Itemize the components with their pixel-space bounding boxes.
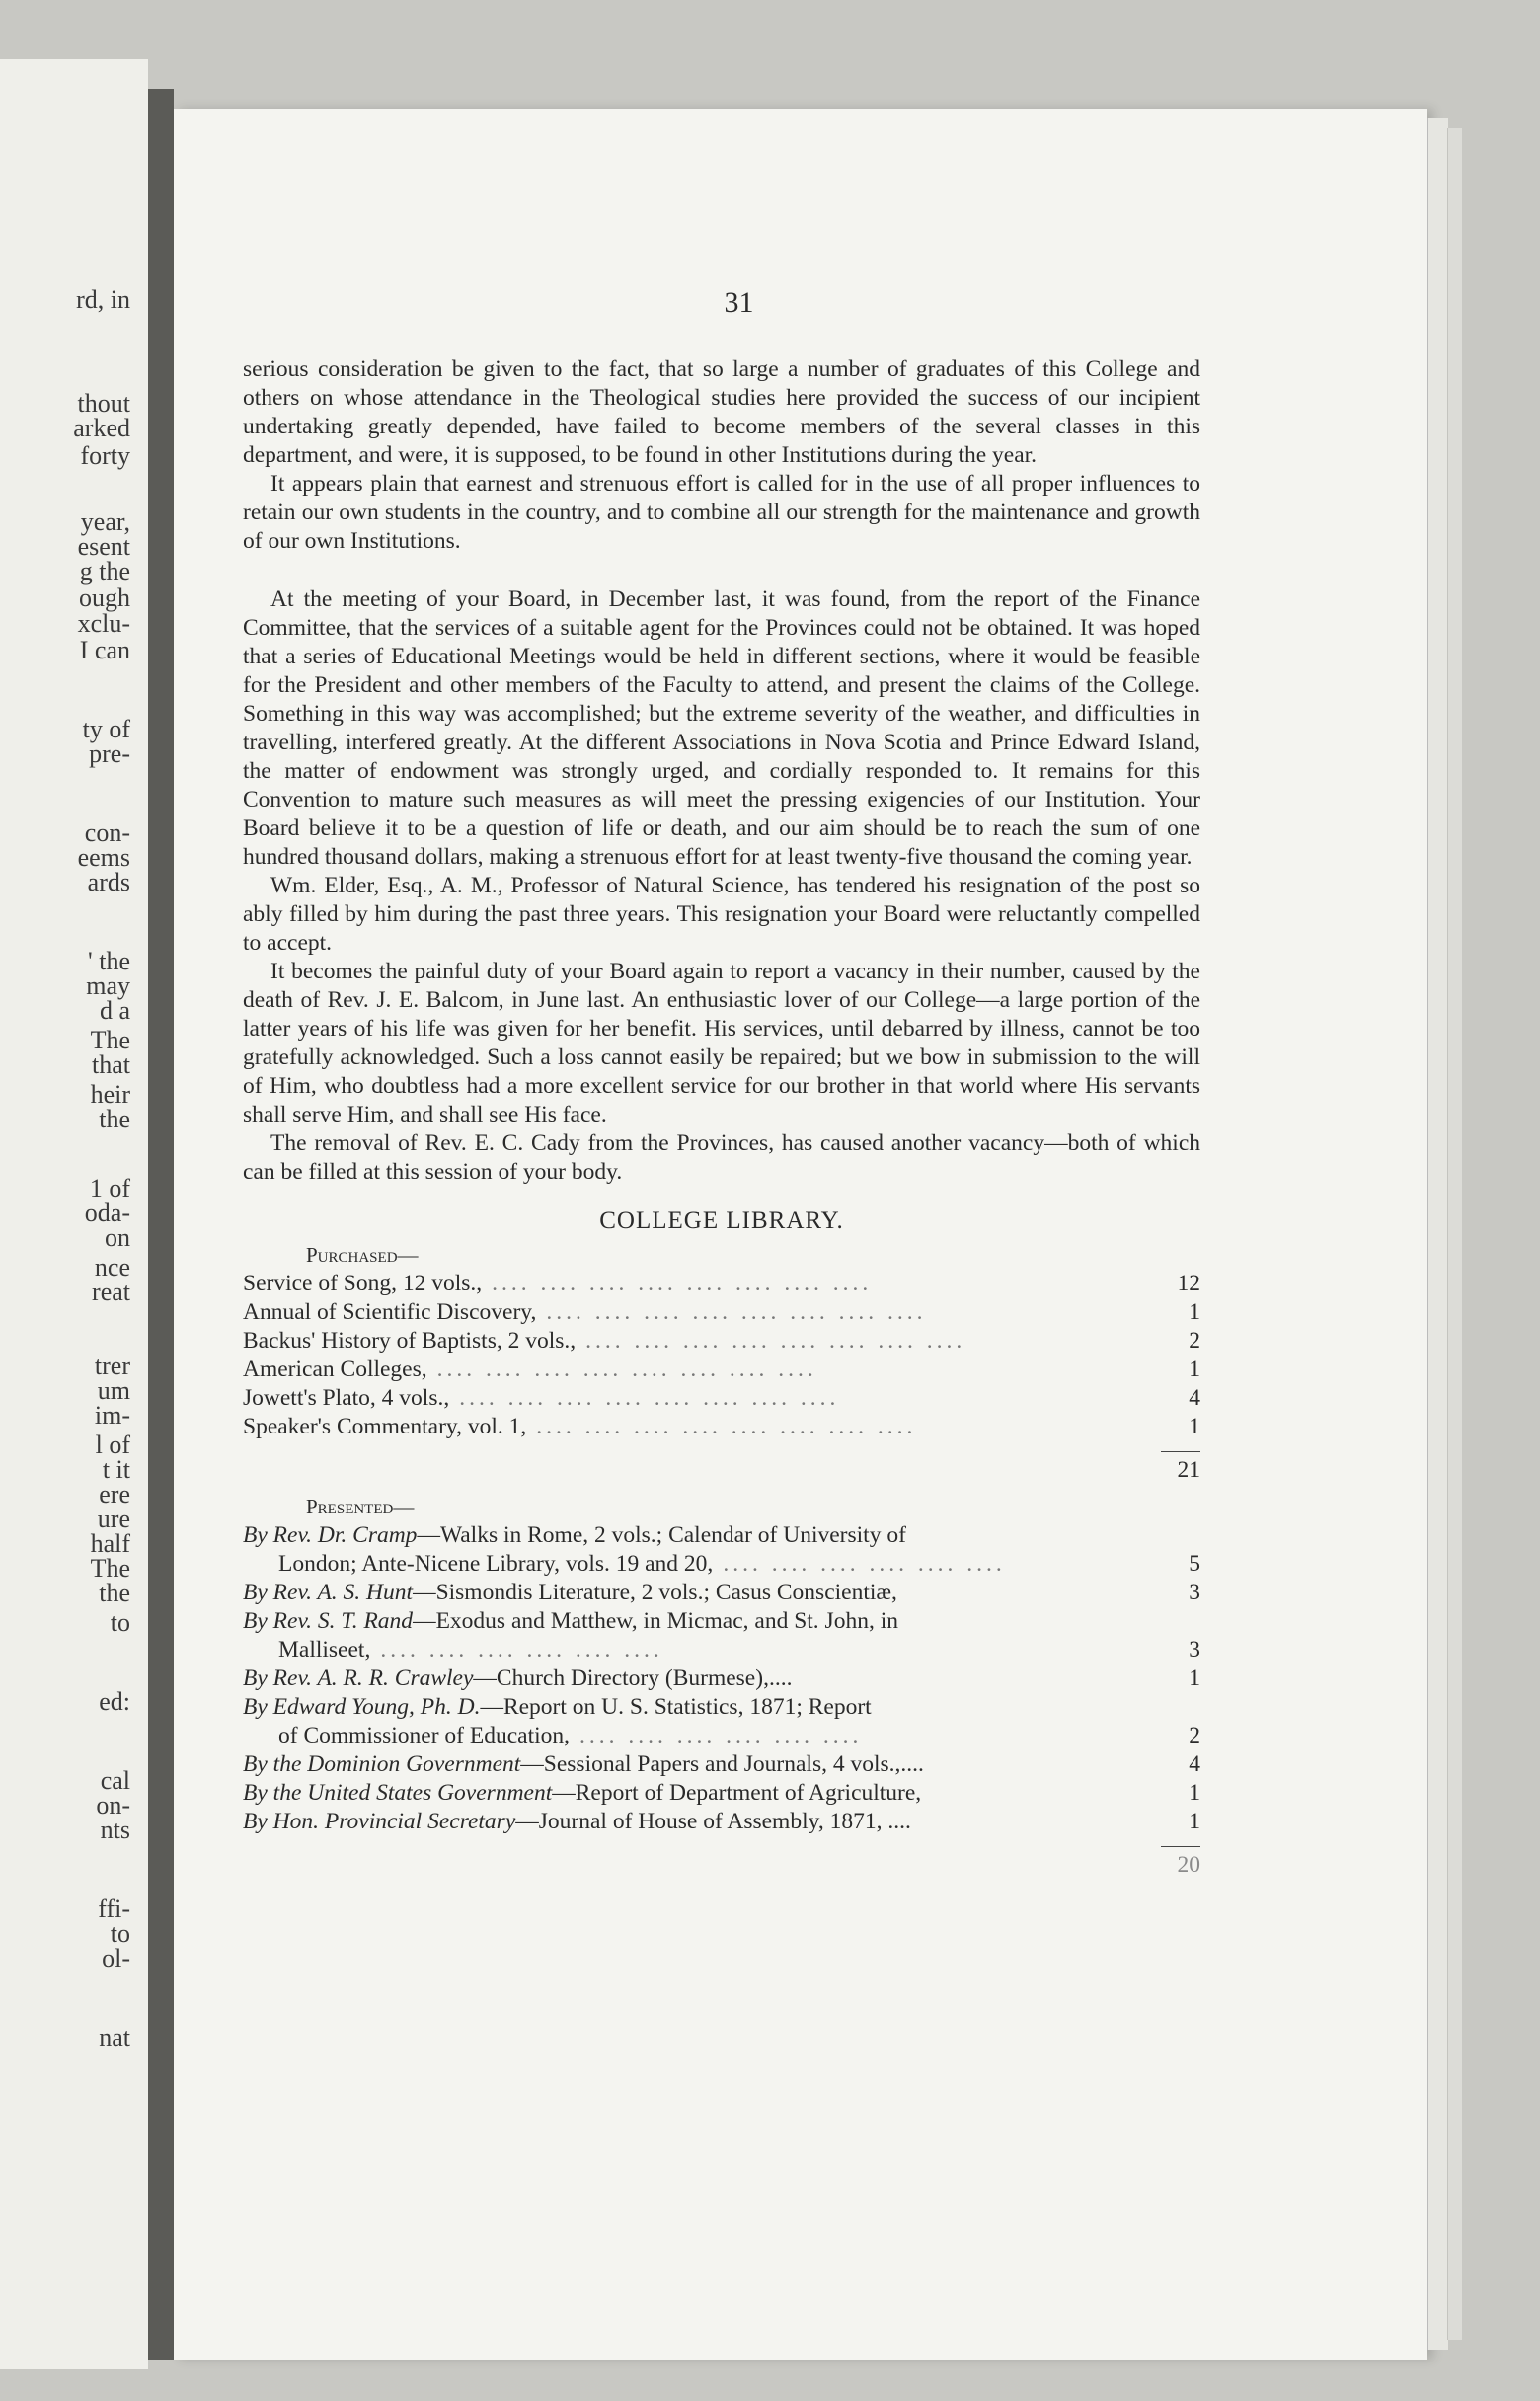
- page-edge: [1447, 128, 1462, 2340]
- facing-page-text: cal: [100, 1766, 130, 1795]
- facing-page-text: ol-: [102, 1944, 130, 1973]
- facing-page-text: I can: [79, 636, 130, 664]
- facing-page-text: The: [90, 1554, 130, 1583]
- facing-page-text: ere: [99, 1480, 130, 1509]
- facing-page-text: d a: [99, 996, 130, 1025]
- item-title: Jowett's Plato, 4 vols.,: [243, 1385, 450, 1411]
- item-count: 2: [1189, 1328, 1200, 1354]
- facing-page-text: trer: [94, 1352, 130, 1380]
- total-rule: [1161, 1451, 1200, 1452]
- presented-total: 20: [1177, 1852, 1200, 1878]
- item-title: Service of Song, 12 vols.,: [243, 1271, 483, 1296]
- item-title: Annual of Scientific Discovery,: [243, 1299, 537, 1325]
- facing-page-text: pre-: [89, 739, 130, 768]
- leader-dots: .... .... .... .... .... .... .... ....: [546, 1299, 927, 1325]
- paragraph: At the meeting of your Board, in December last, it was found, from the report of the Finance Committee, that the services of a suitable agent for the Provinces could not be obtained. It was hoped that a series of Educational Meetings would be held in different sections, where it would be feasible for the President and other members of the Faculty to attend, and present the claims of the College. Something in this way was accomplished; but the extreme severity of the weather, and difficulties in travelling, interfered greatly. At the different Associations in Nova Scotia and Prince Edward Island, the matter of endowment was strongly urged, and cordially responded to. It remains for this Convention to mature such measures as will meet the pressing exigencies of our Institution. Your Board believe it to be a question of life or death, and our aim should be to reach the sum of one hundred thousand dollars, making a strenuous effort for at least twenty-five thousand the coming year.: [243, 586, 1200, 870]
- section-heading: COLLEGE LIBRARY.: [599, 1207, 844, 1234]
- item-description: —Report of Department of Agriculture,: [552, 1780, 922, 1806]
- item-title: Backus' History of Baptists, 2 vols.,: [243, 1328, 577, 1354]
- purchased-total: 21: [1177, 1457, 1200, 1483]
- item-description: London; Ante-Nicene Library, vols. 19 and 20,: [278, 1551, 714, 1577]
- facing-page-text: nce: [94, 1253, 130, 1281]
- leader-dots: .... .... .... .... .... ....: [723, 1551, 1006, 1577]
- item-description: —Sismondis Literature, 2 vols.; Casus Conscientiæ,: [413, 1580, 897, 1605]
- item-count: 1: [1189, 1299, 1200, 1325]
- facing-page-text: ty of: [82, 715, 130, 743]
- presented-item: [243, 1607, 1200, 1665]
- facing-page-text: half: [90, 1529, 130, 1558]
- item-description: Malliseet,: [278, 1637, 371, 1663]
- donor: By Rev. A. R. R. Crawley: [243, 1665, 474, 1691]
- leader-dots: .... .... .... .... .... .... .... ....: [585, 1328, 966, 1354]
- page-edge: [1427, 118, 1448, 2350]
- purchased-label: Purchased—: [306, 1243, 419, 1267]
- facing-page-text: on-: [96, 1791, 130, 1820]
- item-count: 1: [1189, 1809, 1200, 1834]
- donor: By Edward Young, Ph. D.: [243, 1694, 481, 1720]
- item-count: 12: [1177, 1271, 1200, 1296]
- facing-page-text: the: [99, 1105, 130, 1133]
- purchased-item: [243, 1298, 1200, 1327]
- facing-page-text: 1 of: [89, 1174, 130, 1202]
- facing-page-text: to: [110, 1608, 130, 1637]
- purchased-item: [243, 1413, 1200, 1441]
- facing-page-text: the: [99, 1579, 130, 1607]
- item-title: American Colleges,: [243, 1356, 427, 1382]
- facing-page-text: to: [110, 1919, 130, 1948]
- facing-page-text: thout: [77, 389, 130, 418]
- item-count: 1: [1189, 1414, 1200, 1439]
- facing-page-text: that: [92, 1050, 130, 1079]
- presented-list: [243, 1521, 1200, 1836]
- presented-item: [243, 1779, 1200, 1808]
- facing-page-text: rd, in: [76, 285, 130, 314]
- facing-page-text: con-: [84, 818, 130, 847]
- paragraph: Wm. Elder, Esq., A. M., Professor of Natural Science, has tendered his resignation of the post so ably filled by him during the past three years. This resignation your Board were reluctantly compelled to accept.: [243, 873, 1200, 956]
- item-count: 2: [1189, 1723, 1200, 1748]
- donor: By Hon. Provincial Secretary: [243, 1809, 516, 1834]
- facing-page-text: ed:: [99, 1687, 130, 1716]
- leader-dots: .... .... .... .... .... ....: [579, 1723, 863, 1748]
- item-description: —Exodus and Matthew, in Micmac, and St. John, in: [413, 1608, 898, 1634]
- facing-page-text: g the: [79, 557, 130, 585]
- facing-page-text: ffi-: [98, 1895, 130, 1923]
- facing-page-text: forty: [80, 441, 130, 470]
- presented-item: [243, 1693, 1200, 1750]
- item-description: —Walks in Rome, 2 vols.; Calendar of University of: [417, 1522, 906, 1548]
- facing-page-text: arked: [73, 414, 130, 442]
- item-count: 5: [1189, 1551, 1200, 1577]
- purchased-item: [243, 1270, 1200, 1298]
- leader-dots: .... .... .... .... .... .... .... ....: [492, 1271, 873, 1296]
- paragraph: The removal of Rev. E. C. Cady from the Provinces, has caused another vacancy—both of which can be filled at this session of your body.: [243, 1130, 1200, 1185]
- facing-page-text: year,: [80, 507, 130, 536]
- facing-page-text: xclu-: [77, 609, 130, 638]
- paragraph: serious consideration be given to the fact, that so large a number of graduates of this College and others on whose attendance in the Theological studies here provided the success of our incipient undertaking greatly depended, have failed to become members of the several classes in this department, and were, it is supposed, to be found in other Institutions during the year.: [243, 356, 1200, 468]
- presented-label: Presented—: [306, 1495, 415, 1518]
- book-gutter: [148, 89, 174, 2360]
- presented-item: [243, 1665, 1200, 1693]
- item-count: 1: [1189, 1356, 1200, 1382]
- facing-page-text: reat: [92, 1278, 130, 1306]
- facing-page-text: on: [105, 1223, 130, 1252]
- leader-dots: .... .... .... .... .... .... .... ....: [436, 1356, 817, 1382]
- facing-page-text: oda-: [84, 1199, 130, 1227]
- facing-page-text: may: [86, 971, 130, 1000]
- donor: By the Dominion Government: [243, 1751, 521, 1777]
- item-count: 4: [1189, 1385, 1200, 1411]
- facing-page-text: ough: [79, 583, 130, 612]
- purchased-item: [243, 1355, 1200, 1384]
- facing-page-text: ' the: [88, 947, 130, 975]
- presented-item: [243, 1579, 1200, 1607]
- item-count: 1: [1189, 1780, 1200, 1806]
- page-body: [243, 355, 1200, 1880]
- facing-page-text: esent: [77, 532, 130, 561]
- item-count: 3: [1189, 1637, 1200, 1663]
- donor: By Rev. S. T. Rand: [243, 1608, 414, 1634]
- item-count: 3: [1189, 1580, 1200, 1605]
- page-number: 31: [724, 286, 754, 319]
- donor: By Rev. Dr. Cramp: [243, 1522, 418, 1548]
- facing-page-text: im-: [94, 1401, 130, 1430]
- presented-item: [243, 1750, 1200, 1779]
- leader-dots: .... .... .... .... .... .... .... ....: [459, 1385, 840, 1411]
- purchased-item: [243, 1327, 1200, 1355]
- leader-dots: .... .... .... .... .... ....: [380, 1637, 663, 1663]
- facing-page-text: nts: [100, 1816, 130, 1844]
- item-description: of Commissioner of Education,: [278, 1723, 571, 1748]
- purchased-item: [243, 1384, 1200, 1413]
- item-description: —Church Directory (Burmese),....: [473, 1665, 793, 1691]
- facing-page-text: The: [90, 1026, 130, 1054]
- item-description: —Sessional Papers and Journals, 4 vols.,....: [520, 1751, 924, 1777]
- paragraph: It becomes the painful duty of your Board again to report a vacancy in their number, caused by the death of Rev. J. E. Balcom, in June last. An enthusiastic lover of our College—a large portion of the latter years of his life was given for her benefit. His services, until debarred by illness, cannot be too gratefully acknowledged. Such a loss cannot easily be repaired; but we bow in submission to the will of Him, who doubtless had a more excellent service for our brother in that world where His servants shall serve Him, and shall see His face.: [243, 959, 1200, 1127]
- facing-page-text: ure: [97, 1505, 130, 1533]
- facing-page-text: l of: [95, 1431, 130, 1459]
- total-rule: [1161, 1846, 1200, 1847]
- facing-page-text: heir: [90, 1080, 130, 1109]
- item-description: —Report on U. S. Statistics, 1871; Report: [480, 1694, 872, 1720]
- facing-page-text: eems: [77, 843, 130, 872]
- presented-item: [243, 1808, 1200, 1836]
- facing-page-text: t it: [102, 1455, 130, 1484]
- purchased-list: [243, 1270, 1200, 1441]
- presented-item: [243, 1521, 1200, 1579]
- facing-page-text: um: [97, 1376, 130, 1405]
- facing-page-text: ards: [87, 868, 130, 896]
- donor: By Rev. A. S. Hunt: [243, 1580, 414, 1605]
- leader-dots: .... .... .... .... .... .... .... ....: [536, 1414, 917, 1439]
- facing-page-text: nat: [99, 2023, 130, 2052]
- item-count: 4: [1189, 1751, 1200, 1777]
- paragraph: It appears plain that earnest and strenuous effort is called for in the use of all proper influences to retain our own students in the country, and to combine all our strength for the maintenance and growth of our own Institutions.: [243, 471, 1200, 554]
- item-count: 1: [1189, 1665, 1200, 1691]
- donor: By the United States Government: [243, 1780, 553, 1806]
- item-title: Speaker's Commentary, vol. 1,: [243, 1414, 527, 1439]
- item-description: —Journal of House of Assembly, 1871, ....: [515, 1809, 911, 1834]
- facing-page-fragment: [0, 59, 148, 2369]
